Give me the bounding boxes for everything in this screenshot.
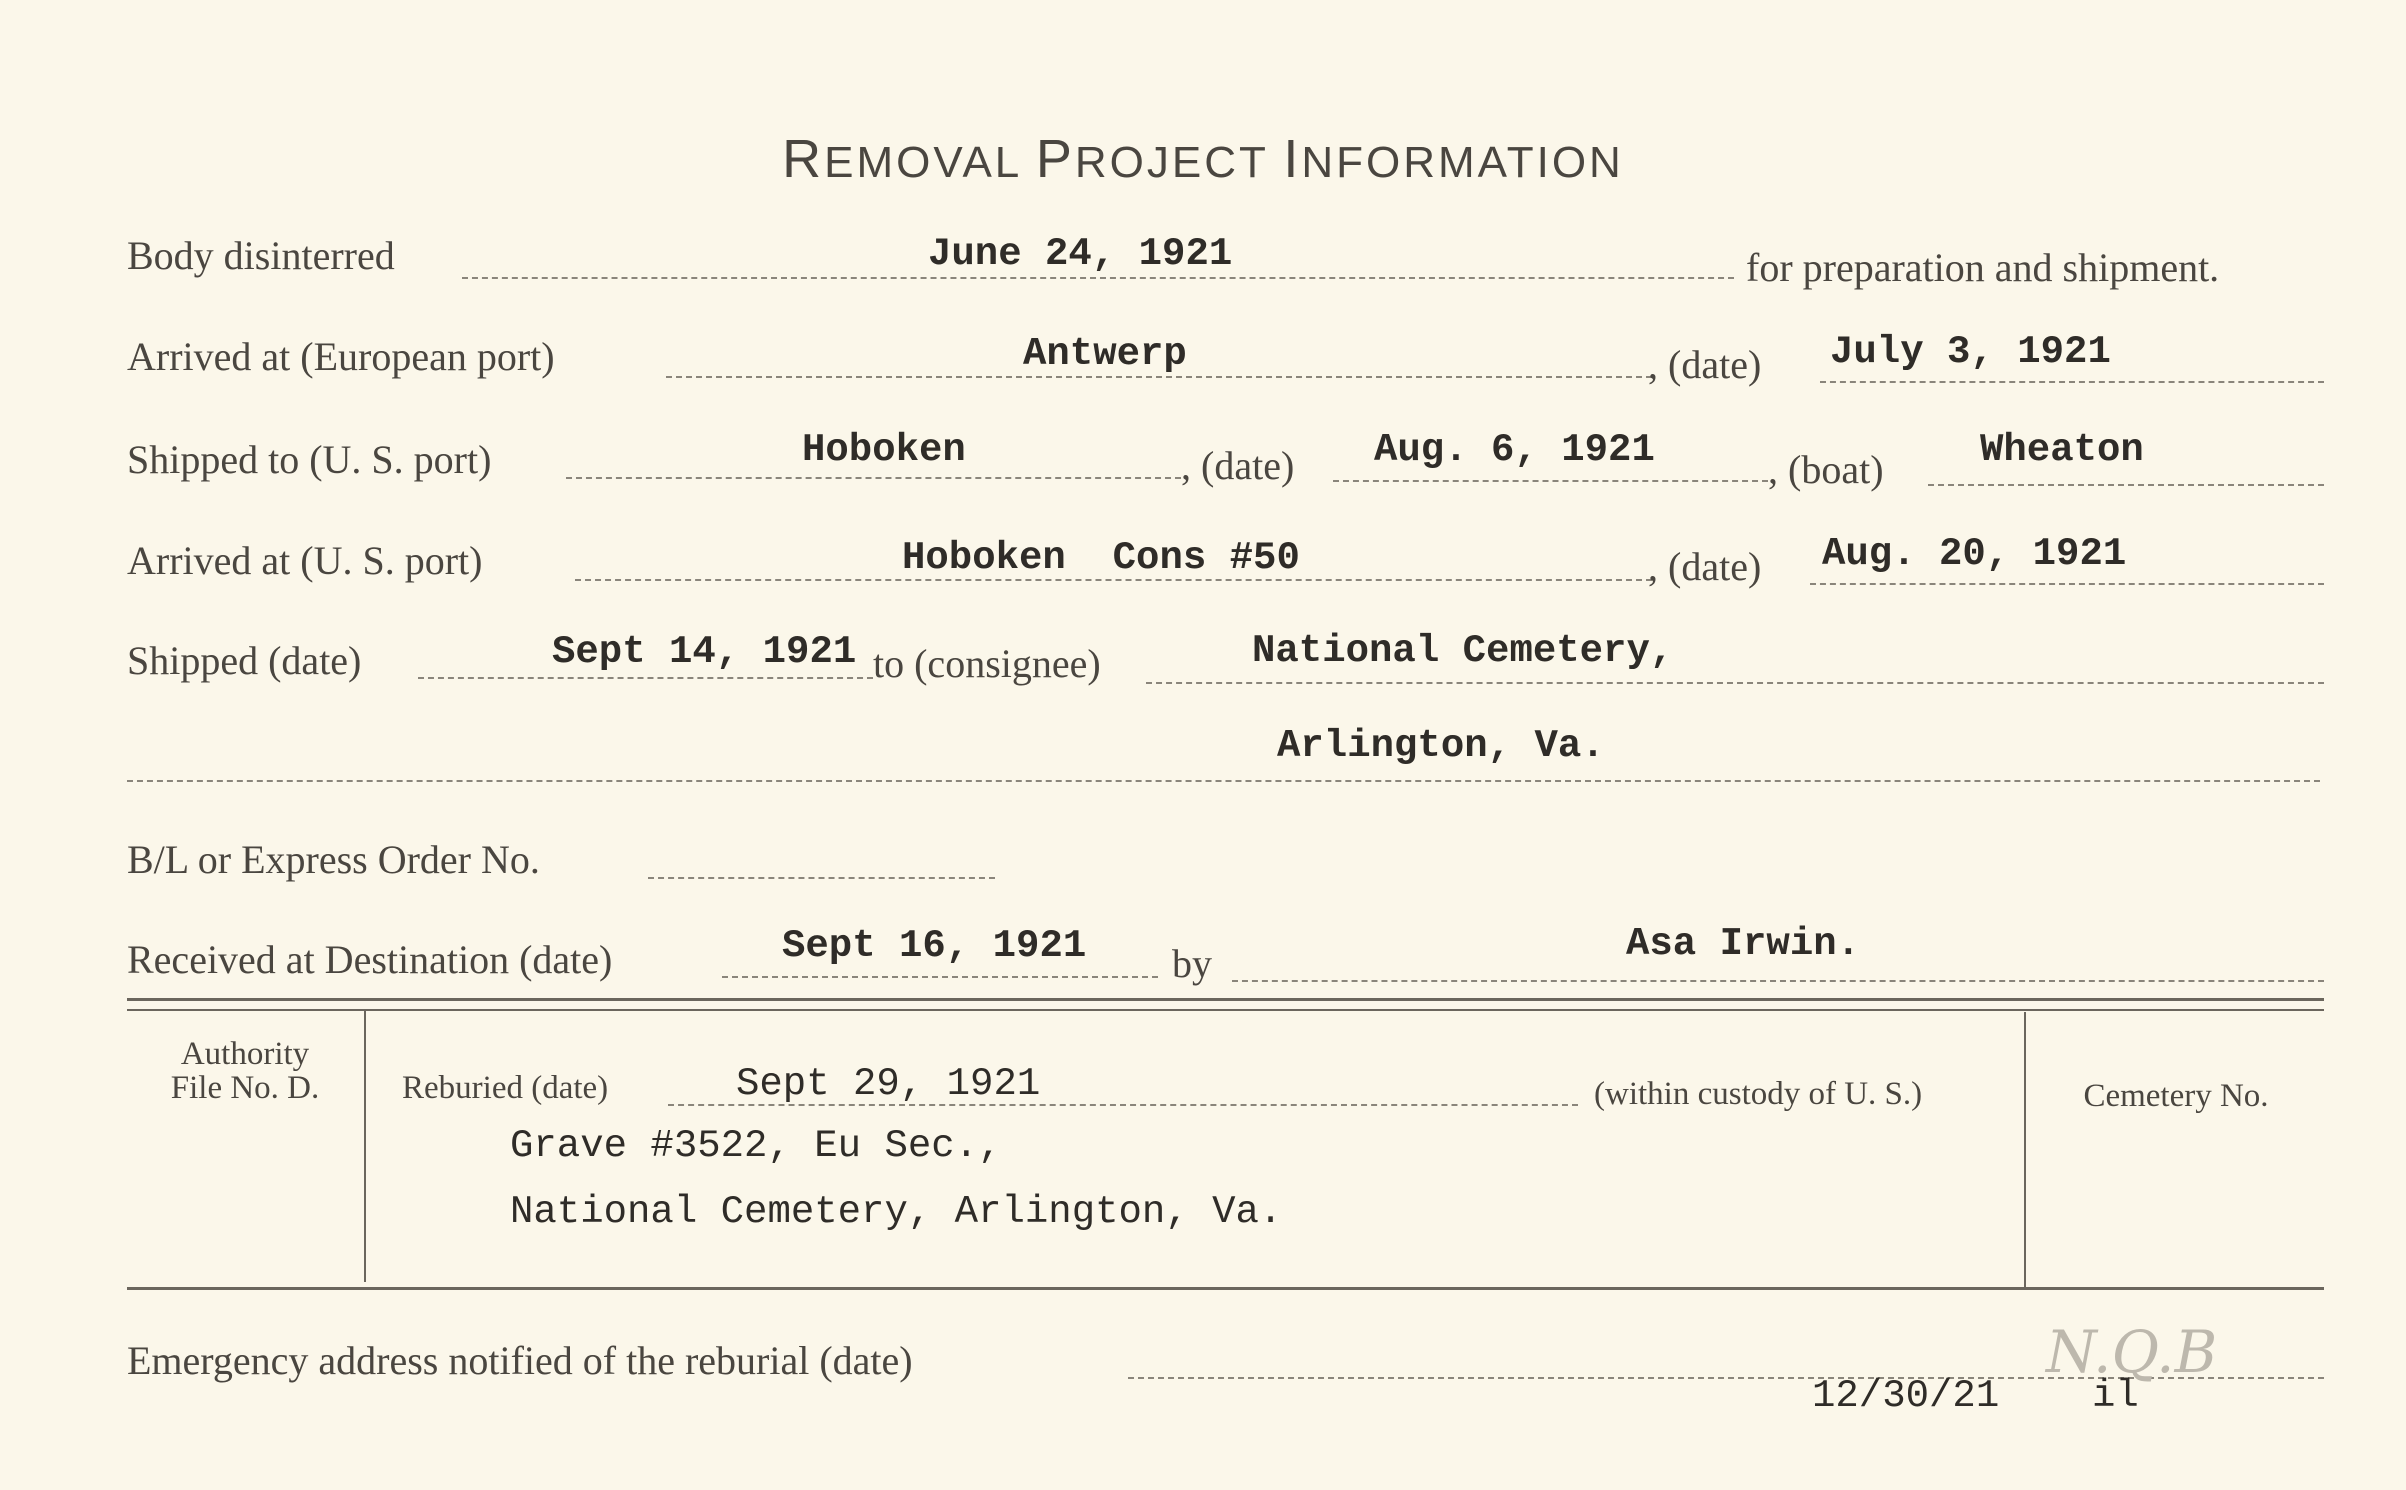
shipped-us-date: Aug. 6, 1921: [1374, 428, 1655, 472]
shipped-us-date-line: [1333, 480, 1768, 482]
grave-line-2: National Cemetery, Arlington, Va.: [510, 1190, 1283, 1234]
authority-label: Authority: [180, 1036, 310, 1072]
shipped-date-line: [418, 677, 873, 679]
disinterred-suffix: for preparation and shipment.: [1746, 245, 2220, 290]
european-port-date-label: , (date): [1648, 342, 1762, 387]
consignee-line: [1146, 682, 2324, 684]
received-by: Asa Irwin.: [1626, 922, 1861, 966]
received-by-line: [1232, 980, 2324, 982]
shipped-date: Sept 14, 1921: [552, 630, 857, 674]
reburied-label: Reburied (date): [402, 1070, 609, 1106]
divider-vertical-left: [364, 1010, 366, 1282]
arrived-us-value: Hoboken Cons #50: [902, 536, 1300, 580]
arrived-us-label: Arrived at (U. S. port): [127, 538, 483, 583]
consignee-value: National Cemetery,: [1252, 629, 1674, 673]
received-by-label: by: [1172, 941, 1212, 986]
european-port-date: July 3, 1921: [1830, 330, 2111, 374]
custody-label: (within custody of U. S.): [1594, 1076, 1923, 1112]
divider-bottom: [127, 1287, 2324, 1290]
european-port-value: Antwerp: [1023, 332, 1187, 376]
emergency-date: 12/30/21: [1812, 1374, 2000, 1418]
consignee-value-2: Arlington, Va.: [1277, 724, 1605, 768]
shipped-us-boat: Wheaton: [1980, 428, 2144, 472]
shipped-us-line: [566, 477, 1181, 479]
bl-order-label: B/L or Express Order No.: [127, 837, 540, 882]
arrived-us-date-label: , (date): [1648, 544, 1762, 589]
shipped-us-boat-line: [1928, 484, 2324, 486]
pencil-annotation: N.Q.B: [2046, 1318, 2218, 1386]
emergency-label: Emergency address notified of the reburial (date): [127, 1338, 913, 1383]
shipped-us-label: Shipped to (U. S. port): [127, 437, 492, 482]
european-port-label: Arrived at (European port): [127, 334, 555, 379]
shipped-us-value: Hoboken: [802, 428, 966, 472]
european-port-line: [666, 376, 1652, 378]
disinterred-line: [462, 277, 1734, 279]
shipped-us-boat-label: , (boat): [1768, 447, 1884, 492]
bl-order-line: [648, 877, 995, 879]
disinterred-label: Body disinterred: [127, 233, 395, 278]
card-title: REMOVAL PROJECT INFORMATION: [782, 129, 1624, 189]
emergency-initials: il: [2092, 1374, 2139, 1418]
shipped-label: Shipped (date): [127, 638, 362, 683]
cemetery-no-label: Cemetery No.: [2083, 1078, 2269, 1114]
grave-line-1: Grave #3522, Eu Sec.,: [510, 1124, 1002, 1168]
disinterred-value: June 24, 1921: [928, 232, 1233, 276]
authority-file-label: File No. D.: [170, 1070, 320, 1106]
consignee-label: to (consignee): [873, 641, 1101, 686]
received-label: Received at Destination (date): [127, 937, 613, 982]
consignee-line-2: [127, 780, 2320, 782]
arrived-us-date: Aug. 20, 1921: [1822, 532, 2127, 576]
divider-top-1: [127, 998, 2324, 1001]
received-date-line: [722, 976, 1158, 978]
shipped-us-date-label: , (date): [1181, 443, 1295, 488]
european-port-date-line: [1820, 381, 2324, 383]
divider-top-2: [127, 1009, 2324, 1011]
reburied-date: Sept 29, 1921: [736, 1062, 1041, 1106]
arrived-us-date-line: [1810, 583, 2324, 585]
divider-vertical-right: [2024, 1012, 2026, 1290]
received-date: Sept 16, 1921: [782, 924, 1087, 968]
